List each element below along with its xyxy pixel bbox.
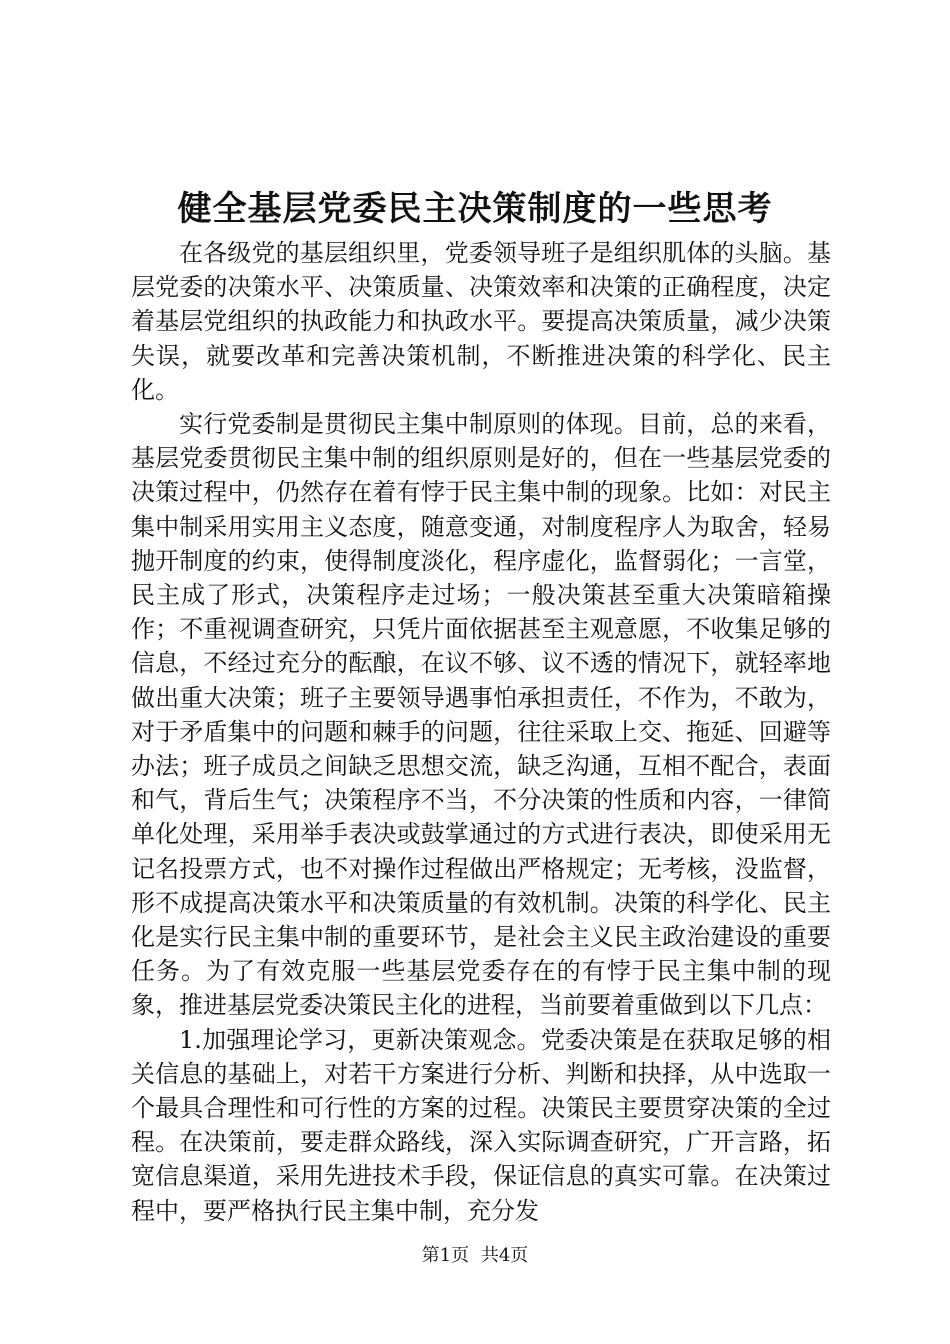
document-body xyxy=(131,236,831,1228)
paragraph-intro: 在各级党的基层组织里，党委领导班子是组织肌体的头脑。基层党委的决策水平、决策质量、决策效率和决策的正确程度，决定着基层党组织的执政能力和执政水平。要提高决策质量，减少决策失误，就要改革和完善决策机制，不断推进决策的科学化、民主化。 xyxy=(131,239,831,404)
document-title: 健全基层党委民主决策制度的一些思考 xyxy=(177,189,773,229)
page-footer xyxy=(0,1244,950,1268)
page-number: 第1页 xyxy=(421,1245,470,1266)
page-total: 共4页 xyxy=(480,1245,529,1266)
paragraph-point-1: 1.加强理论学习，更新决策观念。党委决策是在获取足够的相关信息的基础上，对若干方案进行分析、判断和抉择，从中选取一个最具合理性和可行性的方案的过程。决策民主要贯穿决策的全过程。在决策前，要走群众路线，深入实际调查研究，广开言路，拓宽信息渠道，采用先进技术手段，保证信息的真实可靠。在决策过程中，要严格执行民主集中制，充分发 xyxy=(131,1025,831,1225)
paragraph-issues: 实行党委制是贯彻民主集中制原则的体现。目前，总的来看，基层党委贯彻民主集中制的组织原则是好的，但在一些基层党委的决策过程中，仍然存在着有悖于民主集中制的现象。比如：对民主集中制采用实用主义态度，随意变通，对制度程序人为取舍，轻易抛开制度的约束，使得制度淡化，程序虚化，监督弱化；一言堂，民主成了形式，决策程序走过场；一般决策甚至重大决策暗箱操作；不重视调查研究，只凭片面依据甚至主观意愿，不收集足够的信息，不经过充分的酝酿，在议不够、议不透的情况下，就轻率地做出重大决策；班子主要领导遇事怕承担责任，不作为，不敢为，对于矛盾集中的问题和棘手的问题，往往采取上交、拖延、回避等办法；班子成员之间缺乏思想交流，缺乏沟通，互相不配合，表面和气，背后生气；决策程序不当，不分决策的性质和内容，一律简单化处理，采用举手表决或鼓掌通过的方式进行表决，即使采用无记名投票方式，也不对操作过程做出严格规定；无考核，没监督，形不成提高决策水平和决策质量的有效机制。决策的科学化、民主化是实行民主集中制的重要环节，是社会主义民主政治建设的重要任务。为了有效克服一些基层党委存在的有悖于民主集中制的现象，推进基层党委决策民主化的进程，当前要着重做到以下几点： xyxy=(131,410,831,1020)
